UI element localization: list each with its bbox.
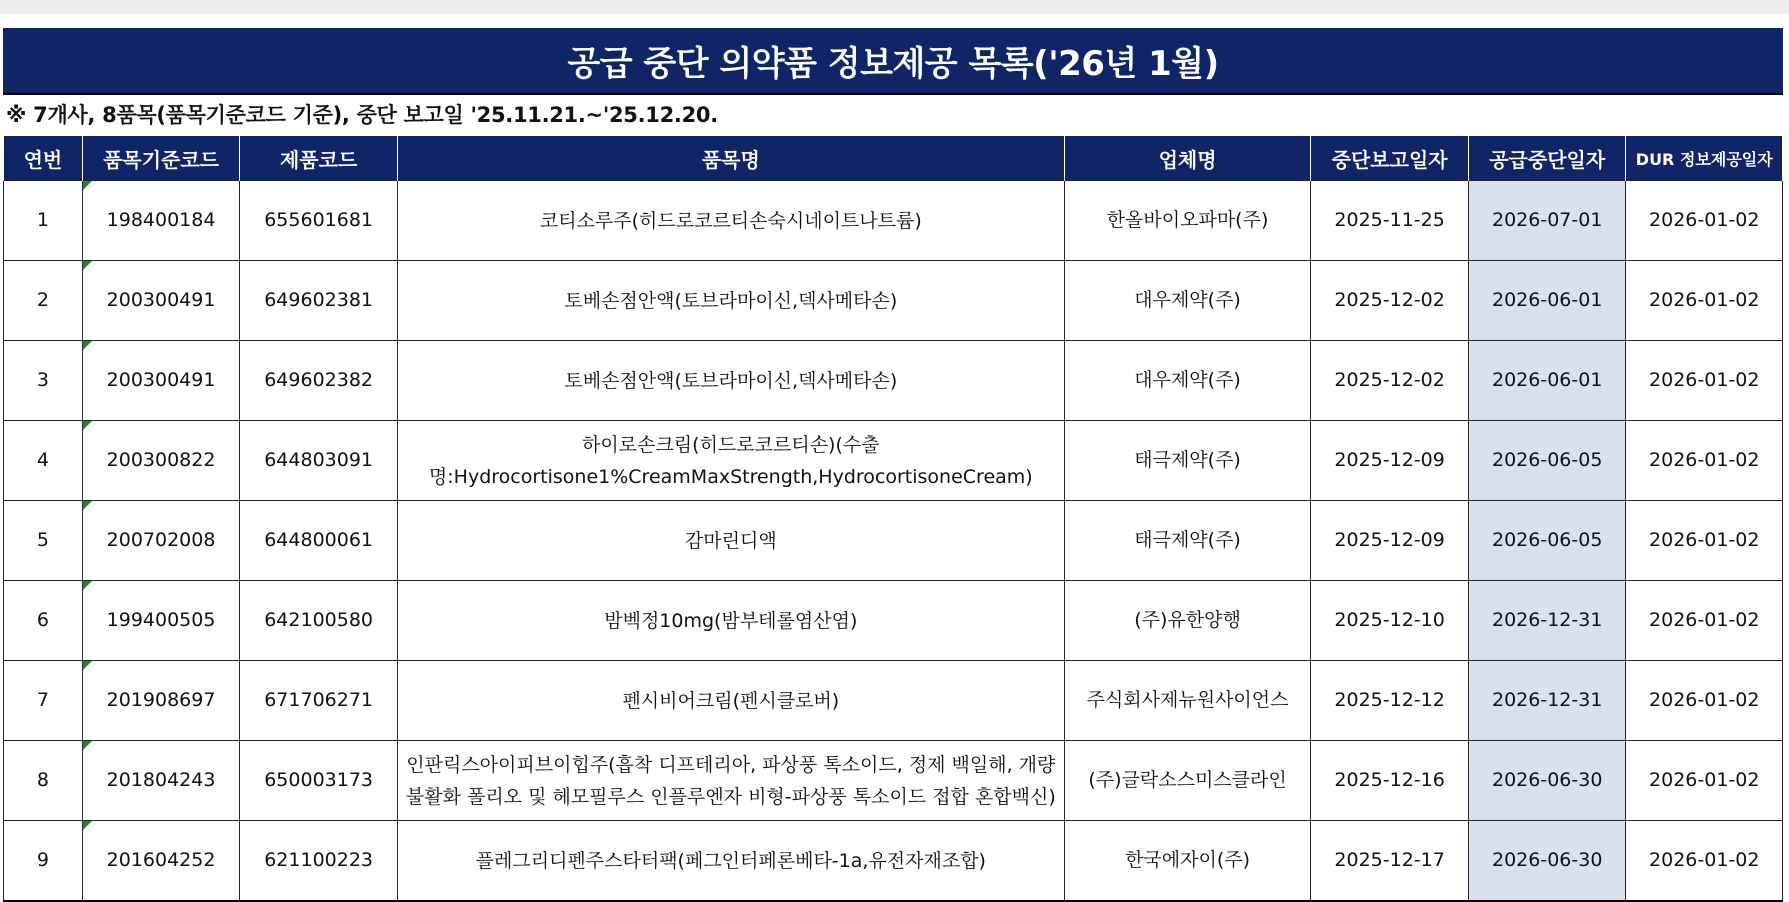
cell-item-code[interactable]: 201908697	[82, 661, 240, 741]
cell-report-date[interactable]: 2025-12-12	[1311, 661, 1469, 741]
header-stop-date[interactable]: 공급중단일자	[1468, 136, 1626, 181]
cell-stop-date[interactable]: 2026-06-30	[1468, 821, 1626, 902]
cell-no[interactable]: 9	[4, 821, 83, 902]
cell-no[interactable]: 1	[4, 181, 83, 261]
cell-no[interactable]: 7	[4, 661, 83, 741]
cell-company[interactable]: 대우제약(주)	[1064, 261, 1311, 341]
cell-item-code[interactable]: 201804243	[82, 741, 240, 821]
cell-product-code[interactable]: 655601681	[240, 181, 398, 261]
table-row	[4, 181, 1783, 261]
cell-report-date[interactable]: 2025-12-16	[1311, 741, 1469, 821]
cell-no[interactable]: 3	[4, 341, 83, 421]
cell-stop-date[interactable]: 2026-12-31	[1468, 581, 1626, 661]
cell-product-code[interactable]: 644800061	[240, 501, 398, 581]
cell-stop-date[interactable]: 2026-06-30	[1468, 741, 1626, 821]
cell-product-name[interactable]: 감마린디액	[397, 501, 1064, 581]
cell-stop-date[interactable]: 2026-06-01	[1468, 261, 1626, 341]
table-row	[4, 661, 1783, 741]
cell-stop-date[interactable]: 2026-07-01	[1468, 181, 1626, 261]
cell-dur-date[interactable]: 2026-01-02	[1626, 181, 1783, 261]
table-header-row	[4, 136, 1783, 181]
cell-dur-date[interactable]: 2026-01-02	[1626, 581, 1783, 661]
cell-company[interactable]: 태극제약(주)	[1064, 421, 1311, 501]
cell-item-code[interactable]: 200300491	[82, 341, 240, 421]
cell-product-name[interactable]	[397, 421, 1064, 501]
cell-product-code[interactable]: 644803091	[240, 421, 398, 501]
cell-dur-date[interactable]: 2026-01-02	[1626, 341, 1783, 421]
table-row	[4, 261, 1783, 341]
product-name-text: 하이로손크림(히드로코르티손)(수출명:Hydrocortisone1%CreamMaxStrength,HydrocortisoneCream)	[428, 433, 1033, 488]
cell-product-code[interactable]: 649602382	[240, 341, 398, 421]
header-dur-date[interactable]: DUR 정보제공일자	[1626, 136, 1783, 181]
cell-dur-date[interactable]: 2026-01-02	[1626, 741, 1783, 821]
cell-product-code[interactable]: 621100223	[240, 821, 398, 902]
cell-company[interactable]: 태극제약(주)	[1064, 501, 1311, 581]
cell-stop-date[interactable]: 2026-12-31	[1468, 661, 1626, 741]
cell-product-name[interactable]: 토베손점안액(토브라마이신,덱사메타손)	[397, 261, 1064, 341]
table-row	[4, 741, 1783, 821]
cell-stop-date[interactable]: 2026-06-05	[1468, 421, 1626, 501]
cell-item-code[interactable]: 199400505	[82, 581, 240, 661]
cell-product-code[interactable]: 642100580	[240, 581, 398, 661]
table-row	[4, 581, 1783, 661]
table-row	[4, 341, 1783, 421]
cell-dur-date[interactable]: 2026-01-02	[1626, 421, 1783, 501]
cell-no[interactable]: 2	[4, 261, 83, 341]
cell-product-name[interactable]: 플레그리디펜주스타터팩(페그인터페론베타-1a,유전자재조합)	[397, 821, 1064, 902]
cell-company[interactable]: 한올바이오파마(주)	[1064, 181, 1311, 261]
header-company[interactable]: 업체명	[1064, 136, 1311, 181]
cell-report-date[interactable]: 2025-12-09	[1311, 421, 1469, 501]
cell-report-date[interactable]: 2025-12-02	[1311, 341, 1469, 421]
cell-stop-date[interactable]: 2026-06-05	[1468, 501, 1626, 581]
cell-product-code[interactable]: 671706271	[240, 661, 398, 741]
cell-company[interactable]: (주)글락소스미스클라인	[1064, 741, 1311, 821]
cell-report-date[interactable]: 2025-11-25	[1311, 181, 1469, 261]
cell-report-date[interactable]: 2025-12-17	[1311, 821, 1469, 902]
cell-product-code[interactable]: 650003173	[240, 741, 398, 821]
header-no[interactable]: 연번	[4, 136, 83, 181]
cell-report-date[interactable]: 2025-12-09	[1311, 501, 1469, 581]
cell-dur-date[interactable]: 2026-01-02	[1626, 261, 1783, 341]
cell-item-code[interactable]: 200300822	[82, 421, 240, 501]
header-item-code[interactable]: 품목기준코드	[82, 136, 240, 181]
cell-product-name[interactable]: 밤벡정10mg(밤부테롤염산염)	[397, 581, 1064, 661]
cell-dur-date[interactable]: 2026-01-02	[1626, 821, 1783, 902]
supply-stop-table	[3, 136, 1783, 902]
header-product-name[interactable]: 품목명	[397, 136, 1064, 181]
cell-dur-date[interactable]: 2026-01-02	[1626, 501, 1783, 581]
table-row	[4, 501, 1783, 581]
cell-item-code[interactable]: 201604252	[82, 821, 240, 902]
summary-notice: ※ 7개사, 8품목(품목기준코드 기준), 중단 보고일 '25.11.21.~'25.12.20.	[6, 103, 718, 127]
cell-product-name[interactable]: 펜시비어크림(펜시클로버)	[397, 661, 1064, 741]
cell-item-code[interactable]: 198400184	[82, 181, 240, 261]
cell-company[interactable]: 주식회사제뉴원사이언스	[1064, 661, 1311, 741]
cell-company[interactable]: 한국에자이(주)	[1064, 821, 1311, 902]
cell-no[interactable]: 4	[4, 421, 83, 501]
cell-product-name[interactable]: 코티소루주(히드로코르티손숙시네이트나트륨)	[397, 181, 1064, 261]
cell-item-code[interactable]: 200702008	[82, 501, 240, 581]
cell-product-name[interactable]	[397, 741, 1064, 821]
header-report-date[interactable]: 중단보고일자	[1311, 136, 1469, 181]
cell-report-date[interactable]: 2025-12-02	[1311, 261, 1469, 341]
cell-product-code[interactable]: 649602381	[240, 261, 398, 341]
cell-stop-date[interactable]: 2026-06-01	[1468, 341, 1626, 421]
cell-no[interactable]: 6	[4, 581, 83, 661]
product-name-text: 인판릭스아이피브이힙주(흡착 디프테리아, 파상풍 톡소이드, 정제 백일해, 개량 불활화 폴리오 및 헤모필루스 인플루엔자 비형-파상풍 톡소이드 접합 혼합백신)	[405, 753, 1056, 808]
sheet-title: 공급 중단 의약품 정보제공 목록('26년 1월)	[3, 28, 1783, 95]
cell-no[interactable]: 5	[4, 501, 83, 581]
cell-company[interactable]: 대우제약(주)	[1064, 341, 1311, 421]
cell-no[interactable]: 8	[4, 741, 83, 821]
table-row	[4, 421, 1783, 501]
table-row	[4, 821, 1783, 902]
cell-product-name[interactable]: 토베손점안액(토브라마이신,덱사메타손)	[397, 341, 1064, 421]
header-product-code[interactable]: 제품코드	[240, 136, 398, 181]
cell-item-code[interactable]: 200300491	[82, 261, 240, 341]
cell-report-date[interactable]: 2025-12-10	[1311, 581, 1469, 661]
cell-company[interactable]: (주)유한양행	[1064, 581, 1311, 661]
cell-dur-date[interactable]: 2026-01-02	[1626, 661, 1783, 741]
